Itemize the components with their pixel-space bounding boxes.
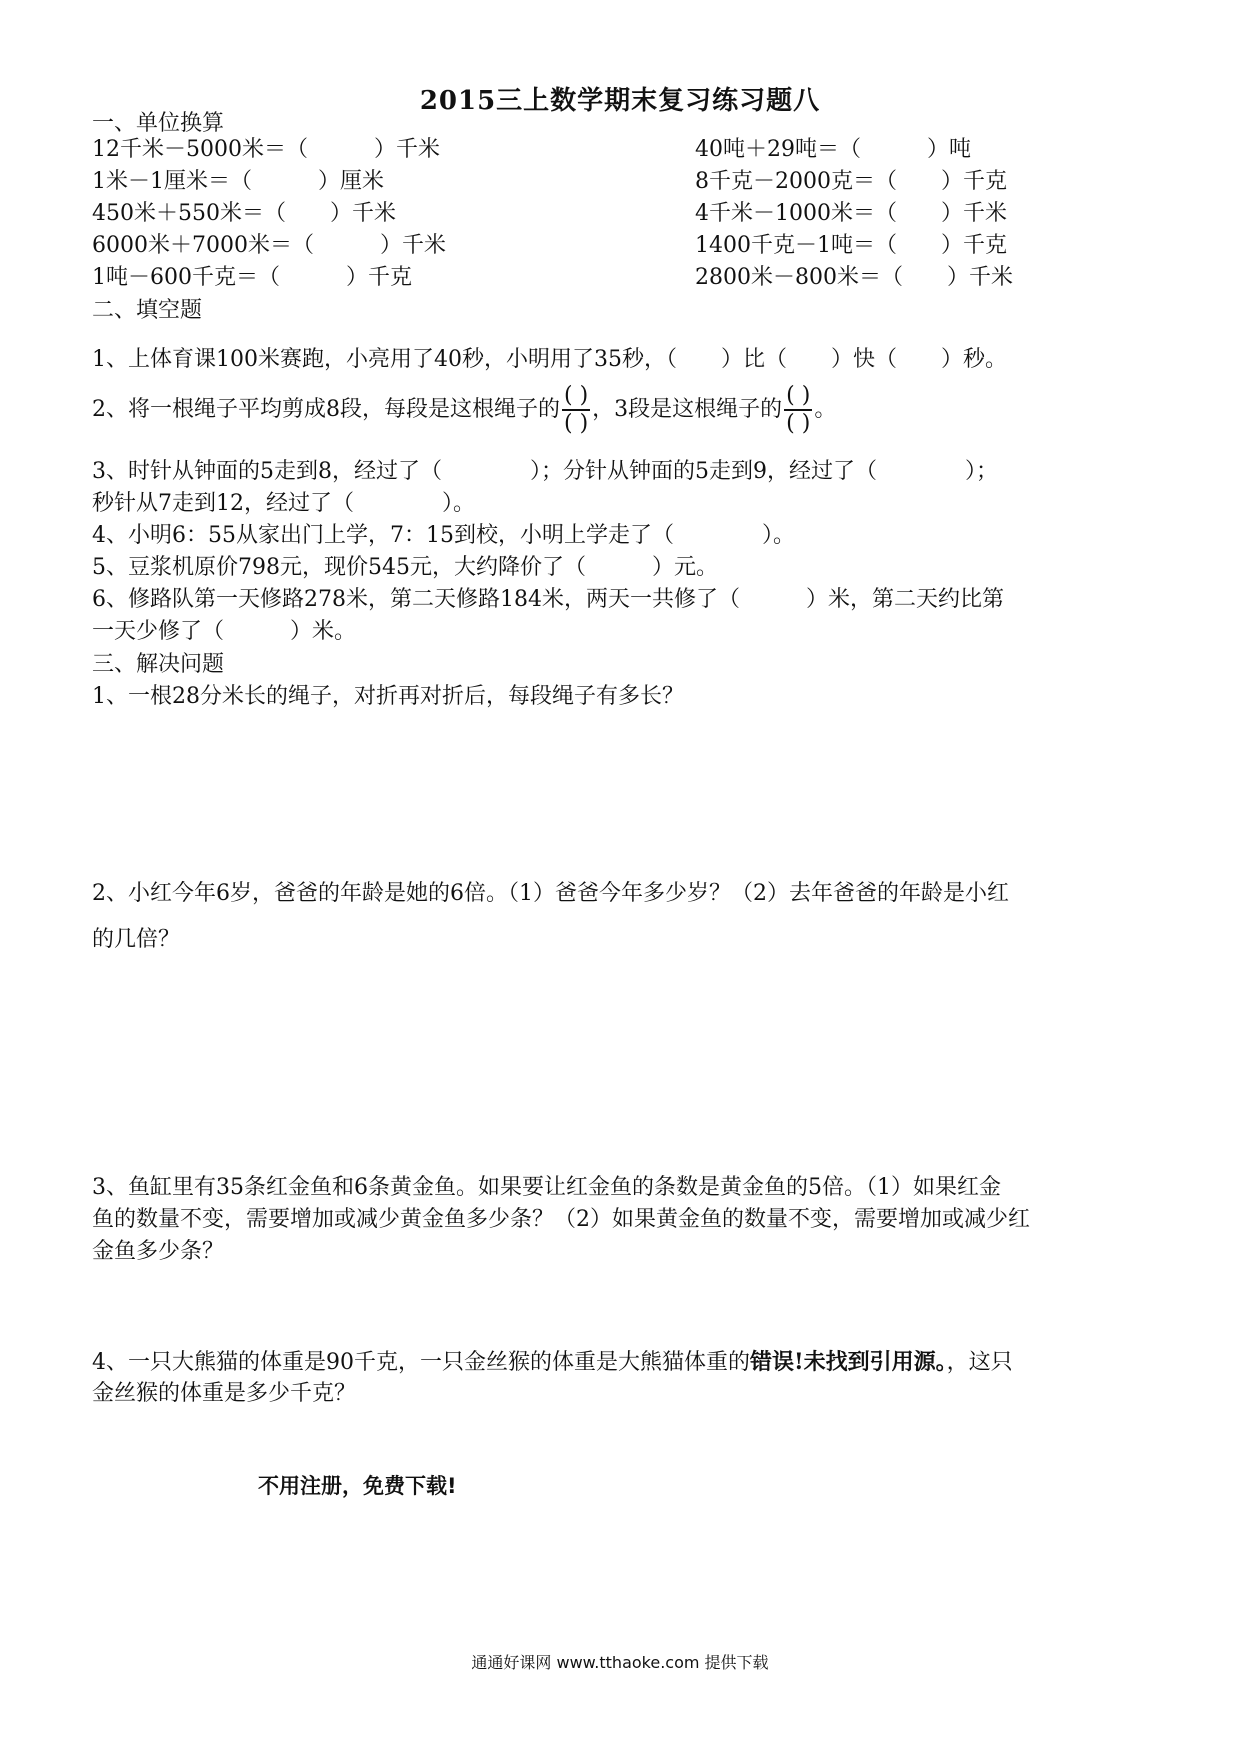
problem-4-part-a: 4、一只大熊猫的体重是90千克，一只金丝猴的体重是大熊猫体重的 bbox=[92, 1350, 750, 1375]
problem-2-line-2: 的几倍？ bbox=[92, 927, 181, 952]
page-footer: 通通好课网 www.tthaoke.com 提供下载 bbox=[471, 1653, 769, 1672]
problem-3-line-1: 3、鱼缸里有35条红金鱼和6条黄金鱼。如果要让红金鱼的条数是黄金鱼的5倍。（1）如果红金 bbox=[92, 1175, 1001, 1200]
fill-question-4: 4、小明6：55从家出门上学，7：15到校，小明上学走了（ ）。 bbox=[92, 523, 795, 548]
fill-question-1: 1、上体育课100米赛跑，小亮用了40秒，小明用了35秒，（ ）比（ ）快（ ）秒。 bbox=[92, 347, 1007, 372]
section1-heading: 一、单位换算 bbox=[92, 111, 225, 136]
fill-question-2 bbox=[92, 382, 836, 438]
problem-2-line-1: 2、小红今年6岁，爸爸的年龄是她的6倍。（1）爸爸今年多少岁？（2）去年爸爸的年龄是小红 bbox=[92, 881, 1009, 906]
download-note: 不用注册，免费下载! bbox=[258, 1474, 457, 1498]
fill-question-2-part-c: 。 bbox=[814, 397, 837, 422]
conversion-left-2: 1米－1厘米＝（ ）厘米 bbox=[92, 169, 384, 194]
conversion-left-4: 6000米＋7000米＝（ ）千米 bbox=[92, 233, 446, 258]
fraction-numerator-blank: ( ) bbox=[562, 383, 590, 411]
fill-question-6-line-1: 6、修路队第一天修路278米，第二天修路184米，两天一共修了（ ）米，第二天约比第 bbox=[92, 587, 1004, 612]
fill-question-3-line-2: 秒针从7走到12，经过了（ ）。 bbox=[92, 491, 475, 516]
fill-question-6-line-2: 一天少修了（ ）米。 bbox=[92, 619, 357, 644]
conversion-left-1: 12千米－5000米＝（ ）千米 bbox=[92, 137, 440, 162]
conversion-left-5: 1吨－600千克＝（ ）千克 bbox=[92, 265, 412, 290]
fraction-denominator-blank: ( ) bbox=[786, 411, 811, 436]
conversion-left-3: 450米＋550米＝（ ）千米 bbox=[92, 201, 396, 226]
conversion-right-2: 8千克－2000克＝（ ）千克 bbox=[695, 169, 1007, 194]
fraction-numerator-blank: ( ) bbox=[784, 383, 812, 411]
conversion-right-4: 1400千克－1吨＝（ ）千克 bbox=[695, 233, 1007, 258]
fill-question-3-line-1: 3、时针从钟面的5走到8，经过了（ ）；分针从钟面的5走到9，经过了（ ）； bbox=[92, 459, 998, 484]
page-title: 2015三上数学期末复习练习题八 bbox=[419, 86, 821, 116]
fill-question-2-part-a: 2、将一根绳子平均剪成8段，每段是这根绳子的 bbox=[92, 397, 560, 422]
fill-question-2-part-b: ，3段是这根绳子的 bbox=[592, 397, 783, 422]
section3-heading: 三、解决问题 bbox=[92, 652, 225, 677]
problem-4-part-b: ，这只 bbox=[946, 1350, 1013, 1375]
problem-4-line-1 bbox=[92, 1346, 1013, 1379]
fill-question-5: 5、豆浆机原价798元，现价545元，大约降价了（ ）元。 bbox=[92, 555, 718, 580]
section2-heading: 二、填空题 bbox=[92, 298, 203, 323]
reference-error-text: 错误!未找到引用源。 bbox=[750, 1349, 947, 1375]
conversion-right-5: 2800米－800米＝（ ）千米 bbox=[695, 265, 1013, 290]
problem-4-line-2: 金丝猴的体重是多少千克？ bbox=[92, 1381, 357, 1406]
problem-3-line-2: 鱼的数量不变，需要增加或减少黄金鱼多少条？（2）如果黄金鱼的数量不变，需要增加或减少红 bbox=[92, 1207, 1031, 1232]
conversion-right-3: 4千米－1000米＝（ ）千米 bbox=[695, 201, 1007, 226]
problem-3-line-3: 金鱼多少条？ bbox=[92, 1239, 225, 1264]
problem-1: 1、一根28分米长的绳子，对折再对折后，每段绳子有多长？ bbox=[92, 684, 684, 709]
fraction-blank-2 bbox=[784, 383, 812, 437]
fraction-denominator-blank: ( ) bbox=[564, 411, 589, 436]
fraction-blank-1 bbox=[562, 383, 590, 437]
conversion-right-1: 40吨＋29吨＝（ ）吨 bbox=[695, 137, 971, 162]
